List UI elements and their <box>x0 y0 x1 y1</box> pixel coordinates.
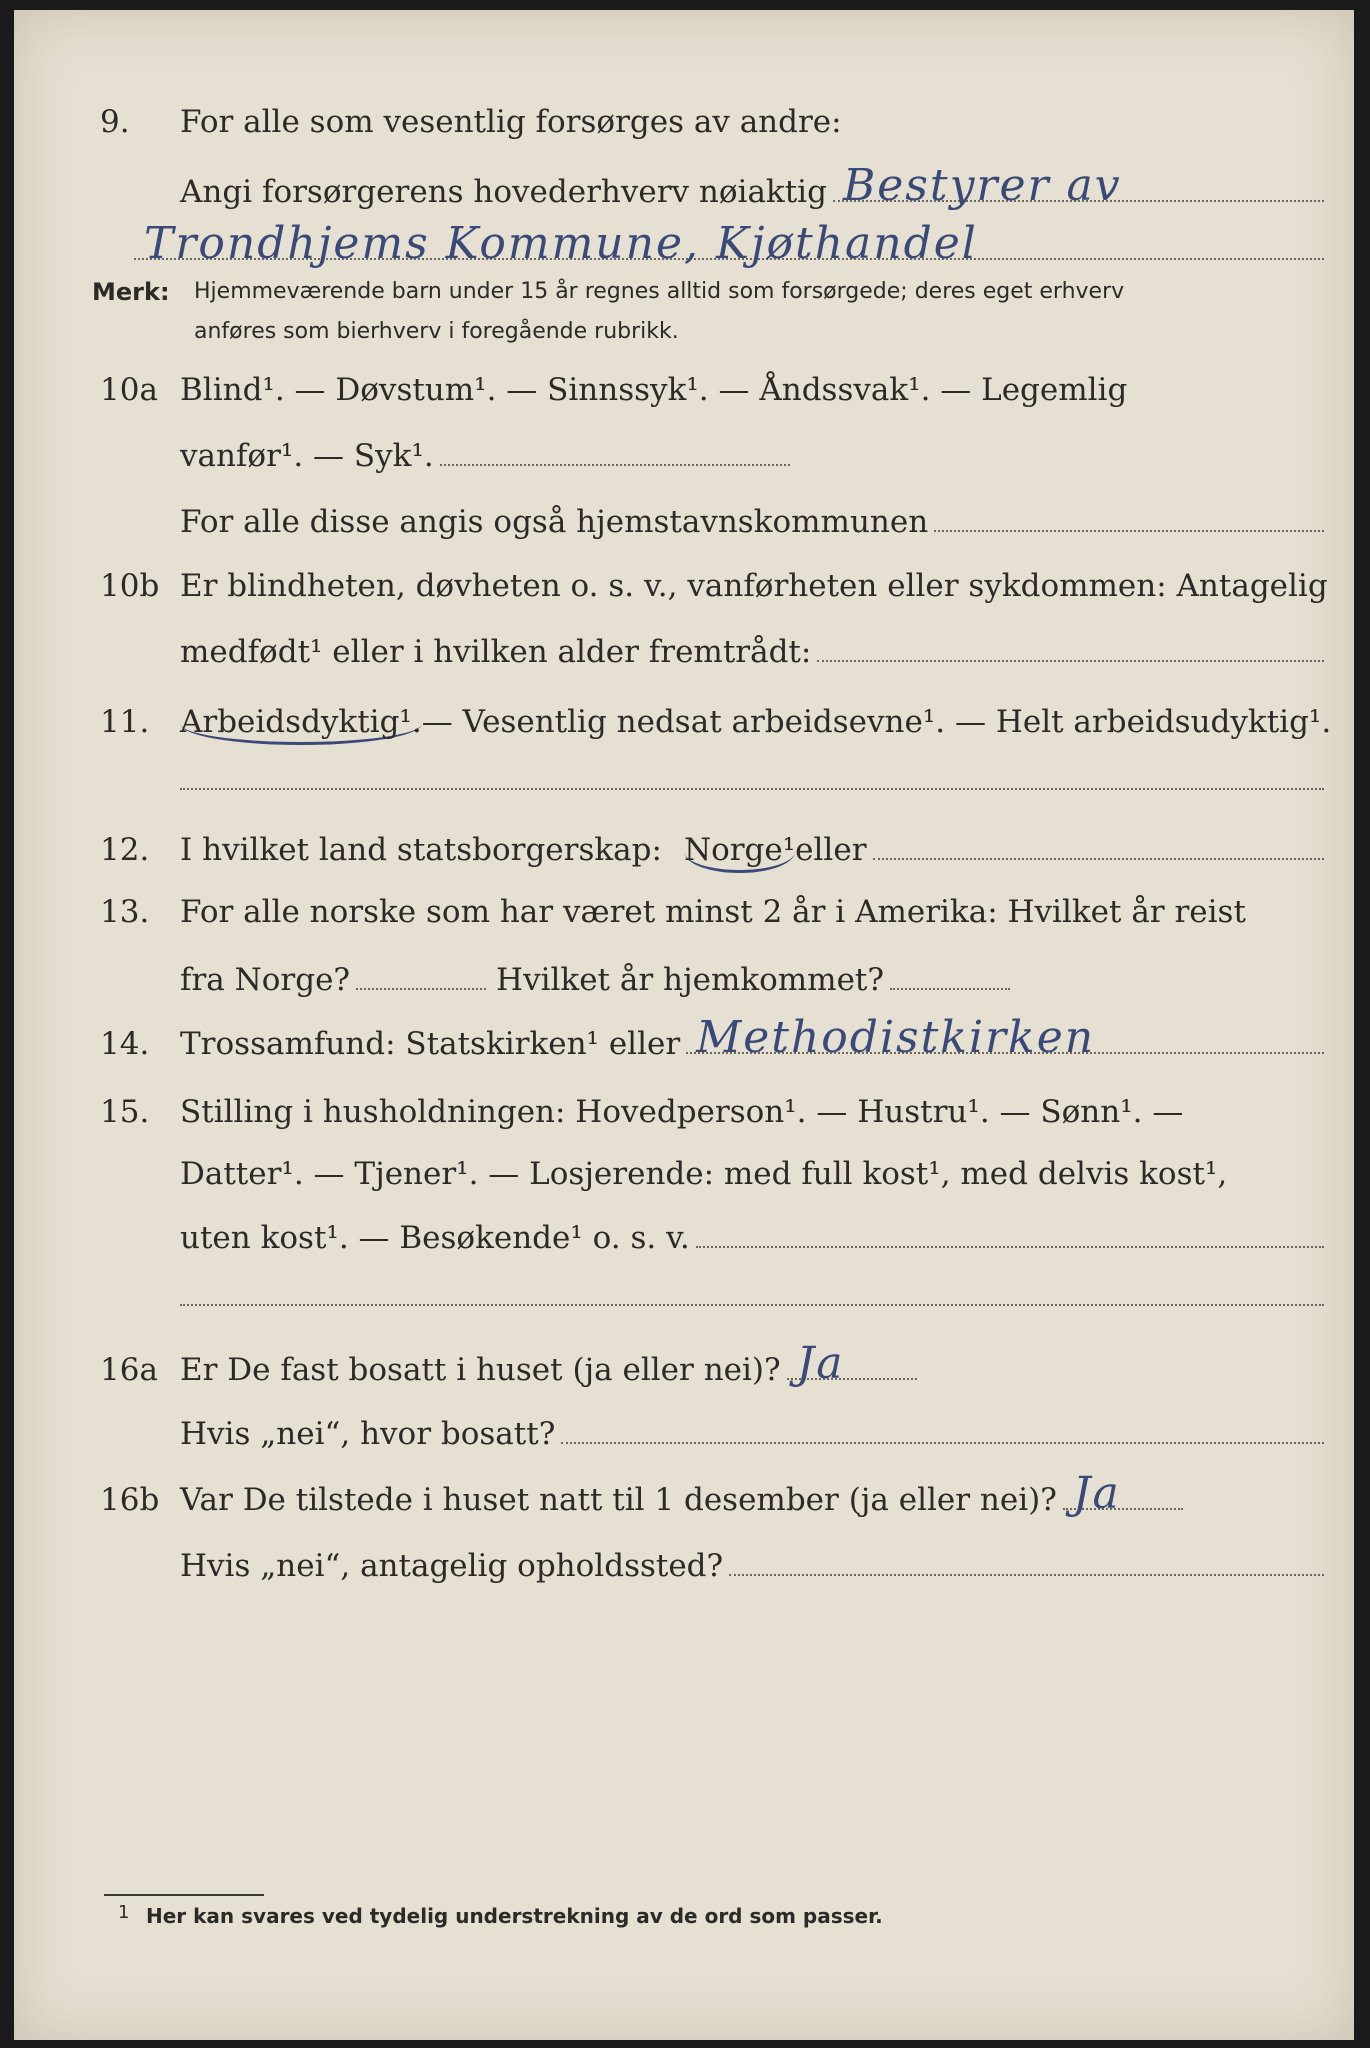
question-text: For alle norske som har været minst 2 år i Amerika: Hvilket år reist <box>180 894 1246 930</box>
answer-field[interactable] <box>686 1012 1324 1063</box>
question-text: fra Norge? <box>180 962 351 998</box>
question-text: Blind¹. — Døvstum¹. — Sinnssyk¹. — Åndssvak¹. — Legemlig <box>180 372 1128 408</box>
question-text: uten kost¹. — Besøkende¹ o. s. v. <box>180 1220 690 1256</box>
handwritten-answer: Trondhjems Kommune, Kjøthandel <box>144 218 978 269</box>
answer-field[interactable] <box>180 762 1324 790</box>
footnote-divider <box>104 1894 264 1896</box>
answer-field[interactable] <box>729 1548 1324 1576</box>
question-number: 16a <box>100 1352 158 1388</box>
answer-field[interactable] <box>1063 1468 1183 1519</box>
question-text: For alle disse angis også hjemstavnskommunen <box>180 504 929 540</box>
question-text: Datter¹. — Tjener¹. — Losjerende: med full kost¹, med delvis kost¹, <box>180 1156 1228 1192</box>
question-text: medfødt¹ eller i hvilken alder fremtrådt: <box>180 634 812 670</box>
footnote-mark: 1 <box>118 1902 130 1923</box>
question-number: 11. <box>100 704 150 740</box>
question-number: 9. <box>100 104 130 140</box>
question-text: Er blindheten, døvheten o. s. v., vanførheten eller sykdommen: Antagelig <box>180 568 1328 604</box>
question-text: vanfør¹. — Syk¹. <box>180 438 434 474</box>
census-form-page <box>14 10 1354 2040</box>
question-text: Var De tilstede i huset natt til 1 desember (ja eller nei)? <box>180 1482 1057 1518</box>
question-text: Hvis „nei“, hvor bosatt? <box>180 1416 556 1452</box>
answer-field[interactable] <box>787 1338 917 1389</box>
question-number: 14. <box>100 1026 150 1062</box>
note-text: Hjemmeværende barn under 15 år regnes alltid som forsørgede; deres eget erhverv <box>194 279 1125 304</box>
note-label: Merk: <box>92 278 170 306</box>
answer-field[interactable] <box>561 1416 1324 1444</box>
question-text: eller <box>795 832 867 868</box>
question-text: Er De fast bosatt i huset (ja eller nei)? <box>180 1352 781 1388</box>
field-label: Angi forsørgerens hovederhverv nøiaktig <box>180 174 827 210</box>
question-number: 10b <box>100 568 160 604</box>
handwritten-answer: Bestyrer av <box>842 160 1122 211</box>
question-number: 10a <box>100 372 158 408</box>
option-norge-underlined[interactable]: Norge¹ <box>684 830 795 873</box>
option-arbeidsdyktig-underlined[interactable]: Arbeidsdyktig¹. <box>180 702 422 745</box>
answer-field[interactable] <box>817 634 1324 662</box>
question-number: 15. <box>100 1094 150 1130</box>
question-text: For alle som vesentlig forsørges av andre: <box>180 104 842 140</box>
question-text: Hvilket år hjemkommet? <box>496 962 885 998</box>
answer-field[interactable] <box>833 160 1324 211</box>
answer-field[interactable] <box>873 832 1324 860</box>
answer-field[interactable] <box>934 504 1324 532</box>
answer-field[interactable] <box>696 1220 1324 1248</box>
answer-field[interactable] <box>180 1278 1324 1306</box>
answer-field[interactable] <box>356 962 486 990</box>
answer-field[interactable] <box>440 438 790 466</box>
note-text: anføres som bierhverv i foregående rubrikk. <box>194 319 679 344</box>
question-text: Trossamfund: Statskirken¹ eller <box>180 1026 681 1062</box>
question-text: I hvilket land statsborgerskap: <box>180 832 662 868</box>
handwritten-answer: Ja <box>1072 1468 1121 1519</box>
handwritten-answer: Ja <box>796 1338 845 1389</box>
question-number: 16b <box>100 1482 160 1518</box>
handwritten-answer: Methodistkirken <box>696 1012 1096 1063</box>
question-number: 12. <box>100 832 150 868</box>
footnote-text: Her kan svares ved tydelig understrekning av de ord som passer. <box>146 1904 883 1928</box>
question-text: — Vesentlig nedsat arbeidsevne¹. — Helt arbeidsudyktig¹. <box>421 704 1332 740</box>
answer-field[interactable] <box>134 218 1324 269</box>
question-number: 13. <box>100 894 150 930</box>
question-text: Hvis „nei“, antagelig opholdssted? <box>180 1548 724 1584</box>
answer-field[interactable] <box>890 962 1010 990</box>
question-text: Stilling i husholdningen: Hovedperson¹. — Hustru¹. — Sønn¹. — <box>180 1094 1184 1130</box>
